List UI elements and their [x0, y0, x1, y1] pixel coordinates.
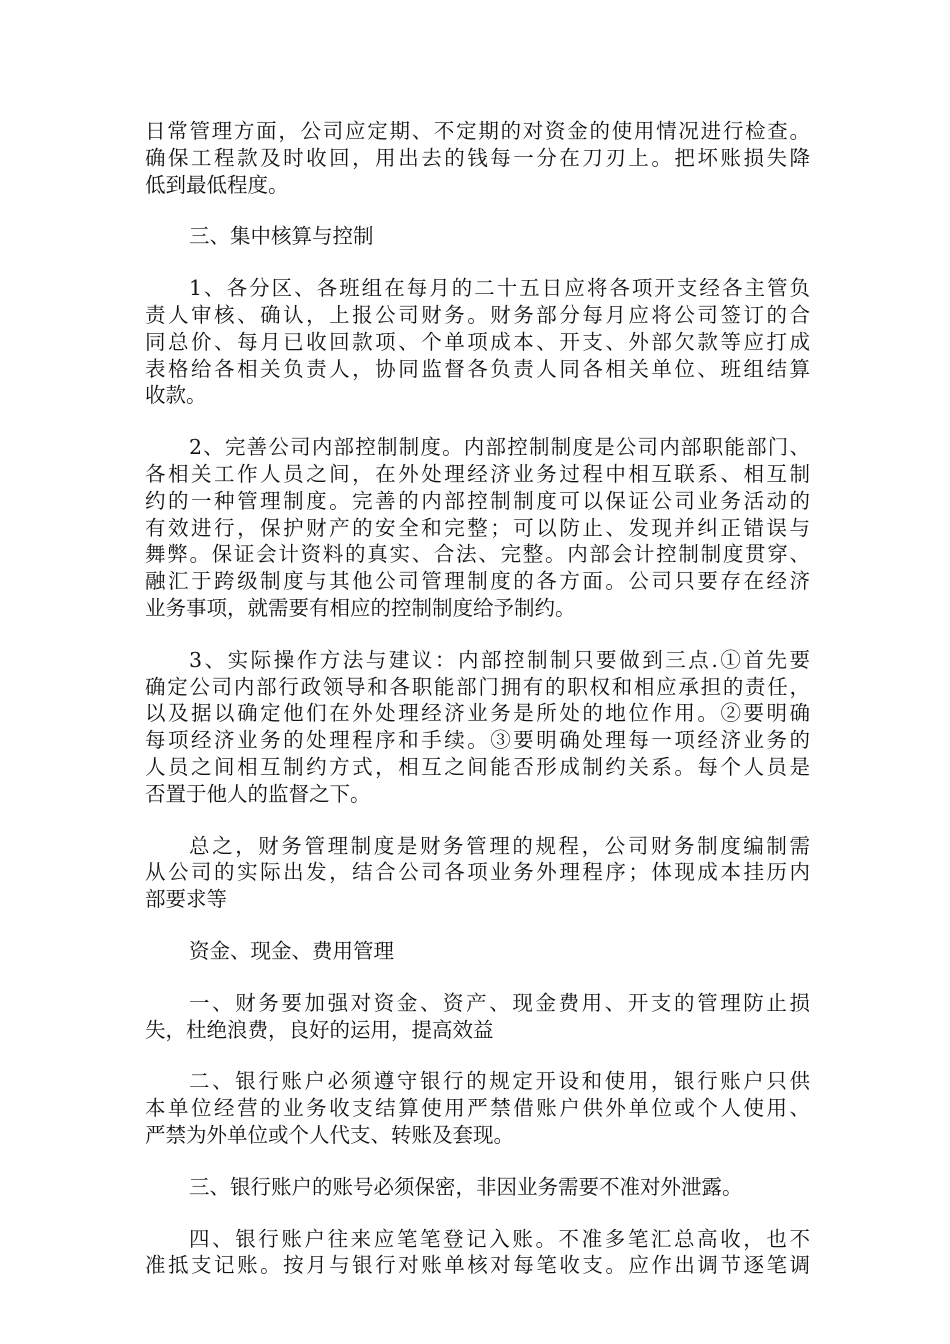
paragraph-p6 — [145, 833, 810, 913]
paragraph-p9 — [145, 1068, 810, 1148]
paragraph-p4 — [145, 434, 810, 622]
text-line: 低到最低程度。 — [145, 172, 289, 197]
text-line: 舞弊。保证会计资料的真实、合法、完整。内部会计控制制度贯穿、 — [145, 542, 810, 567]
text-line: 严禁为外单位或个人代支、转账及套现。 — [145, 1122, 514, 1147]
text-line: 业务事项，就需要有相应的控制制度给予制约。 — [145, 595, 576, 620]
text-line: 总之，财务管理制度是财务管理的规程，公司财务制度编制需 — [189, 833, 810, 858]
paragraph-p1 — [145, 118, 810, 198]
text-line: 收款。 — [145, 383, 207, 408]
text-line: 部要求等 — [145, 887, 227, 912]
text-line: 确保工程款及时收回，用出去的钱每一分在刀刃上。把坏账损失降 — [145, 145, 810, 170]
paragraph-p2 — [145, 223, 810, 250]
text-line: 一、财务要加强对资金、资产、现金费用、开支的管理防止损 — [189, 990, 810, 1015]
paragraph-p5 — [145, 647, 810, 808]
text-line: 责人审核、确认，上报公司财务。财务部分每月应将公司签订的合 — [145, 302, 810, 327]
text-line: 本单位经营的业务收支结算使用严禁借账户供外单位或个人使用、 — [145, 1096, 810, 1121]
text-line: 同总价、每月已收回款项、个单项成本、开支、外部欠款等应打成 — [145, 329, 810, 354]
text-line: 各相关工作人员之间，在外处理经济业务过程中相互联系、相互制 — [145, 461, 810, 486]
text-line: 确定公司内部行政领导和各职能部门拥有的职权和相应承担的责任， — [145, 674, 810, 699]
text-line: 以及据以确定他们在外处理经济业务是所处的地位作用。②要明确 — [145, 701, 810, 726]
text-line: 约的一种管理制度。完善的内部控制制度可以保证公司业务活动的 — [145, 488, 810, 513]
paragraph-p7 — [145, 938, 810, 965]
text-line: 三、银行账户的账号必须保密，非因业务需要不准对外泄露。 — [189, 1174, 743, 1199]
paragraph-p8 — [145, 990, 810, 1044]
text-line: 资金、现金、费用管理 — [189, 938, 394, 963]
text-line: 3、实际操作方法与建议：内部控制制只要做到三点.①首先要 — [189, 647, 810, 672]
paragraph-p10 — [145, 1174, 810, 1201]
text-line: 每项经济业务的处理程序和手续。③要明确处理每一项经济业务的 — [145, 728, 810, 753]
text-line: 日常管理方面，公司应定期、不定期的对资金的使用情况进行检查。 — [145, 119, 810, 143]
text-line: 从公司的实际出发，结合公司各项业务外理程序；体现成本挂历内 — [145, 860, 810, 885]
text-line: 融汇于跨级制度与其他公司管理制度的各方面。公司只要存在经济 — [145, 569, 810, 594]
paragraph-p3 — [145, 275, 810, 409]
text-line: 四、银行账户往来应笔笔登记入账。不准多笔汇总高收，也不 — [189, 1226, 810, 1251]
text-line: 失，杜绝浪费，良好的运用，提高效益 — [145, 1017, 494, 1042]
text-line: 二、银行账户必须遵守银行的规定开设和使用，银行账户只供 — [189, 1069, 810, 1094]
text-line: 准抵支记账。按月与银行对账单核对每笔收支。应作出调节逐笔调 — [145, 1253, 810, 1278]
text-line: 否置于他人的监督之下。 — [145, 781, 371, 806]
text-line: 表格给各相关负责人，协同监督各负责人同各相关单位、班组结算 — [145, 356, 810, 381]
text-line: 1、各分区、各班组在每月的二十五日应将各项开支经各主管负 — [189, 276, 810, 301]
document-body — [145, 118, 810, 1304]
text-line: 人员之间相互制约方式，相互之间能否形成制约关系。每个人员是 — [145, 754, 810, 779]
text-line: 三、集中核算与控制 — [189, 224, 374, 249]
text-line: 有效进行，保护财产的安全和完整；可以防止、发现并纠正错误与 — [145, 515, 810, 540]
text-line: 2、完善公司内部控制制度。内部控制制度是公司内部职能部门、 — [189, 435, 810, 460]
paragraph-p11 — [145, 1226, 810, 1280]
